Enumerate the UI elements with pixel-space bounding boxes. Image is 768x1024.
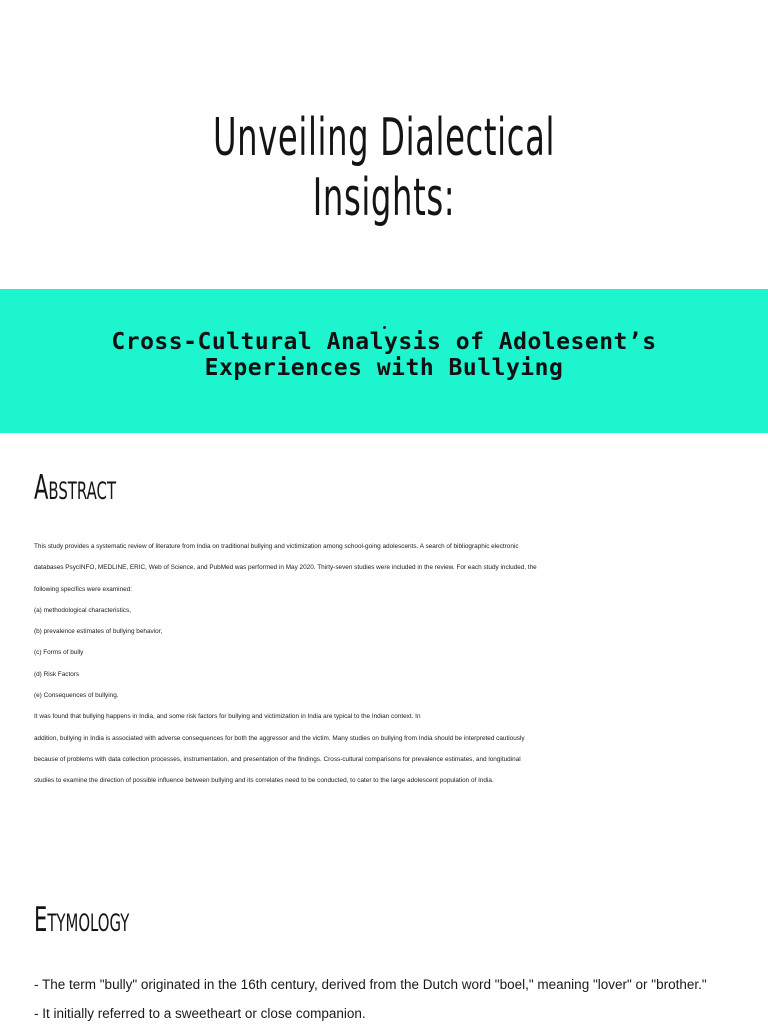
- abstract-line: studies to examine the direction of possible influence between bullying and its correlates need to be conducted, to cater to the large adolescent population of India.: [34, 777, 494, 785]
- abstract-line: This study provides a systematic review of literature from India on traditional bullying and victimization among school-going adolescents. A search of bibliographic electronic: [34, 543, 519, 550]
- abstract-line: addition, bullying in India is associated with adverse consequences for both the aggressor and the victim. Many studies on bullying from India should be interpreted cautiously: [34, 734, 525, 742]
- document-title: Unveiling Dialectical Insights:: [212, 108, 556, 228]
- etymology-heading: Etymology: [34, 900, 130, 940]
- abstract-line: It was found that bullying happens in India, and some risk factors for bullying and victimization in India are typical to the Indian context. In: [34, 713, 421, 721]
- abstract-line: following specifics were examined:: [34, 585, 133, 593]
- abstract-line: (a) methodological characteristics,: [34, 606, 131, 614]
- abstract-line: (b) prevalence estimates of bullying behavior,: [34, 628, 163, 636]
- banner-line-2: Experiences with Bullying: [204, 355, 564, 381]
- abstract-line: (d) Risk Factors: [34, 670, 80, 678]
- etymology-body: [34, 976, 744, 1024]
- banner-text: [0, 329, 768, 381]
- abstract-line: (e) Consequences of bullying.: [34, 692, 119, 700]
- etymology-line: - The term "bully" originated in the 16th century, derived from the Dutch word "boel," meaning "lover" or "brother.": [34, 977, 707, 992]
- abstract-heading: Abstract: [34, 468, 117, 508]
- subtitle-banner: [0, 289, 768, 433]
- banner-line-1: Cross-Cultural Analysis of Adolesent’s: [111, 329, 657, 355]
- abstract-body: [34, 543, 734, 799]
- abstract-line: because of problems with data collection processes, instrumentation, and presentation of the findings. Cross-cultural comparisons for prevalence estimates, and longitudinal: [34, 755, 521, 763]
- abstract-line: (c) Forms of bully: [34, 649, 84, 657]
- etymology-line: - It initially referred to a sweetheart or close companion.: [34, 1006, 366, 1021]
- abstract-line: databases PsycINFO, MEDLINE, ERIC, Web of Science, and PubMed was performed in May 2020. Thirty-seven studies were included in the review. For each study included, the: [34, 564, 537, 572]
